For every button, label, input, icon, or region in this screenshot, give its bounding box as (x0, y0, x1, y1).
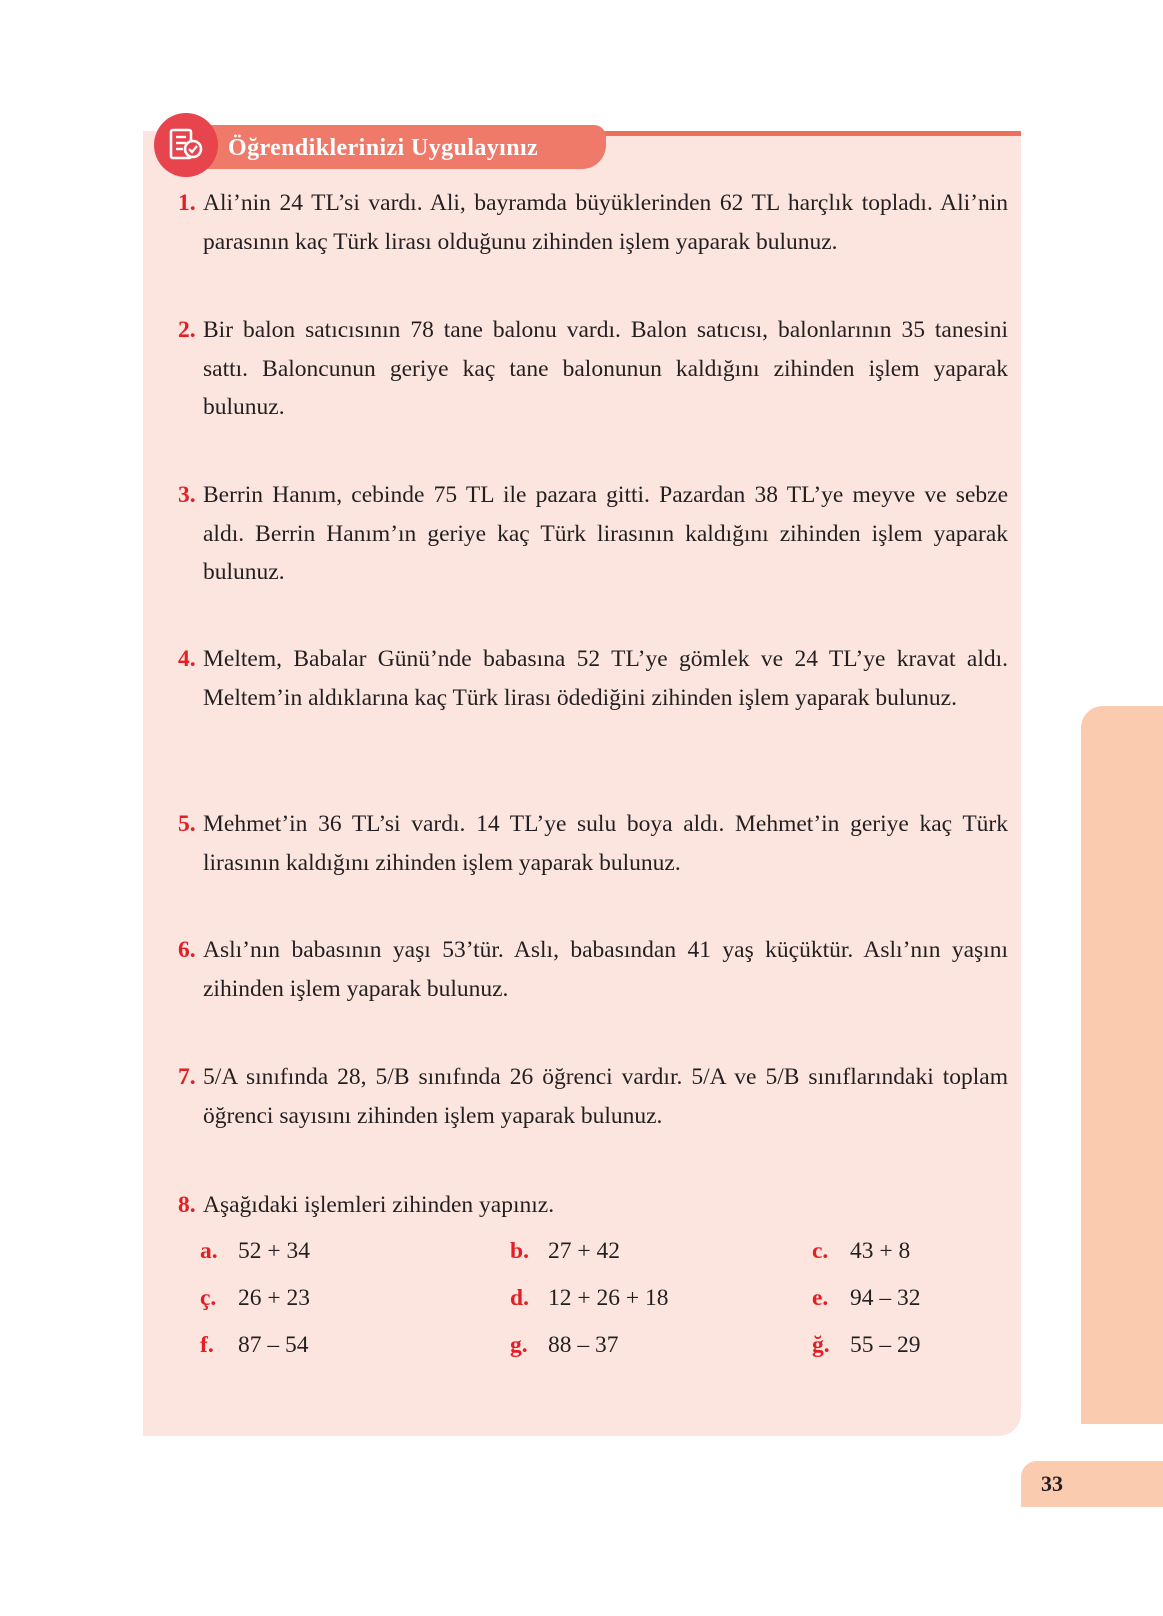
question-number: 2. (178, 317, 196, 343)
question-number: 8. (178, 1192, 196, 1218)
operation-e (812, 1283, 921, 1313)
question-number: 4. (178, 646, 196, 672)
operation-expression: 94 – 32 (850, 1285, 921, 1311)
page-number: 33 (1041, 1471, 1063, 1496)
section-title: Öğrendiklerinizi Uygulayınız (228, 135, 539, 161)
checklist-icon (168, 127, 204, 163)
operation-letter: f. (200, 1332, 214, 1358)
operation-expression: 88 – 37 (548, 1332, 619, 1358)
operation-a (200, 1236, 310, 1266)
question-number: 1. (178, 190, 196, 216)
operation-letter: ğ. (812, 1332, 830, 1358)
operation-letter: d. (510, 1285, 529, 1311)
question-5 (178, 805, 1008, 882)
question-text: Ali’nin 24 TL’si vardı. Ali, bayramda büyüklerinden 62 TL harçlık topladı. Ali’nin parasının kaç Türk lirası olduğunu zihinden işlem yaparak bulunuz. (203, 190, 1008, 255)
header-rule (560, 131, 1021, 136)
operation-letter: c. (812, 1238, 829, 1264)
operation-letter: ç. (200, 1285, 217, 1311)
question-text: Meltem, Babalar Günü’nde babasına 52 TL’ye gömlek ve 24 TL’ye kravat aldı. Meltem’in aldıklarına kaç Türk lirası ödediğini zihinden işlem yaparak bulunuz. (203, 646, 1008, 711)
operation-expression: 55 – 29 (850, 1332, 921, 1358)
operation-expression: 87 – 54 (238, 1332, 309, 1358)
question-number: 7. (178, 1064, 196, 1090)
operation-expression: 52 + 34 (238, 1238, 311, 1264)
question-number: 6. (178, 937, 196, 963)
operation-letter: b. (510, 1238, 529, 1264)
operation-letter: e. (812, 1285, 829, 1311)
question-4 (178, 640, 1008, 717)
operation-c-cedilla (200, 1283, 310, 1313)
operation-expression: 12 + 26 + 18 (548, 1285, 669, 1311)
operation-expression: 27 + 42 (548, 1238, 621, 1264)
question-number: 5. (178, 811, 196, 837)
question-text: Aslı’nın babasının yaşı 53’tür. Aslı, babasından 41 yaş küçüktür. Aslı’nın yaşını zihinden işlem yaparak bulunuz. (203, 937, 1008, 1002)
operation-expression: 43 + 8 (850, 1238, 911, 1264)
question-8 (178, 1186, 1008, 1225)
operation-b (510, 1236, 620, 1266)
question-text: 5/A sınıfında 28, 5/B sınıfında 26 öğrenci vardır. 5/A ve 5/B sınıflarındaki toplam öğrenci sayısını zihinden işlem yaparak bulunuz. (203, 1064, 1008, 1129)
section-icon-badge (154, 113, 218, 177)
question-text: Mehmet’in 36 TL’si vardı. 14 TL’ye sulu boya aldı. Mehmet’in geriye kaç Türk lirasının kaldığını zihinden işlem yaparak bulunuz. (203, 811, 1008, 876)
operation-f (200, 1330, 309, 1360)
chapter-side-tab (1081, 706, 1163, 1424)
question-text: Aşağıdaki işlemleri zihinden yapınız. (203, 1192, 555, 1218)
operation-d (510, 1283, 669, 1313)
operation-g-breve (812, 1330, 921, 1360)
question-3 (178, 476, 1008, 592)
operation-letter: a. (200, 1238, 218, 1264)
question-text: Berrin Hanım, cebinde 75 TL ile pazara gitti. Pazardan 38 TL’ye meyve ve sebze aldı. Berrin Hanım’ın geriye kaç Türk lirasının kaldığını zihinden işlem yaparak bulunuz. (203, 482, 1008, 585)
question-1 (178, 184, 1008, 261)
operation-g (510, 1330, 619, 1360)
question-2 (178, 311, 1008, 427)
operation-letter: g. (510, 1332, 528, 1358)
question-7 (178, 1058, 1008, 1135)
question-6 (178, 931, 1008, 1008)
question-text: Bir balon satıcısının 78 tane balonu vardı. Balon satıcısı, balonlarının 35 tanesini sattı. Baloncunun geriye kaç tane balonunun kaldığını zihinden işlem yaparak bulunuz. (203, 317, 1008, 420)
operation-expression: 26 + 23 (238, 1285, 311, 1311)
operation-c (812, 1236, 910, 1266)
question-number: 3. (178, 482, 196, 508)
